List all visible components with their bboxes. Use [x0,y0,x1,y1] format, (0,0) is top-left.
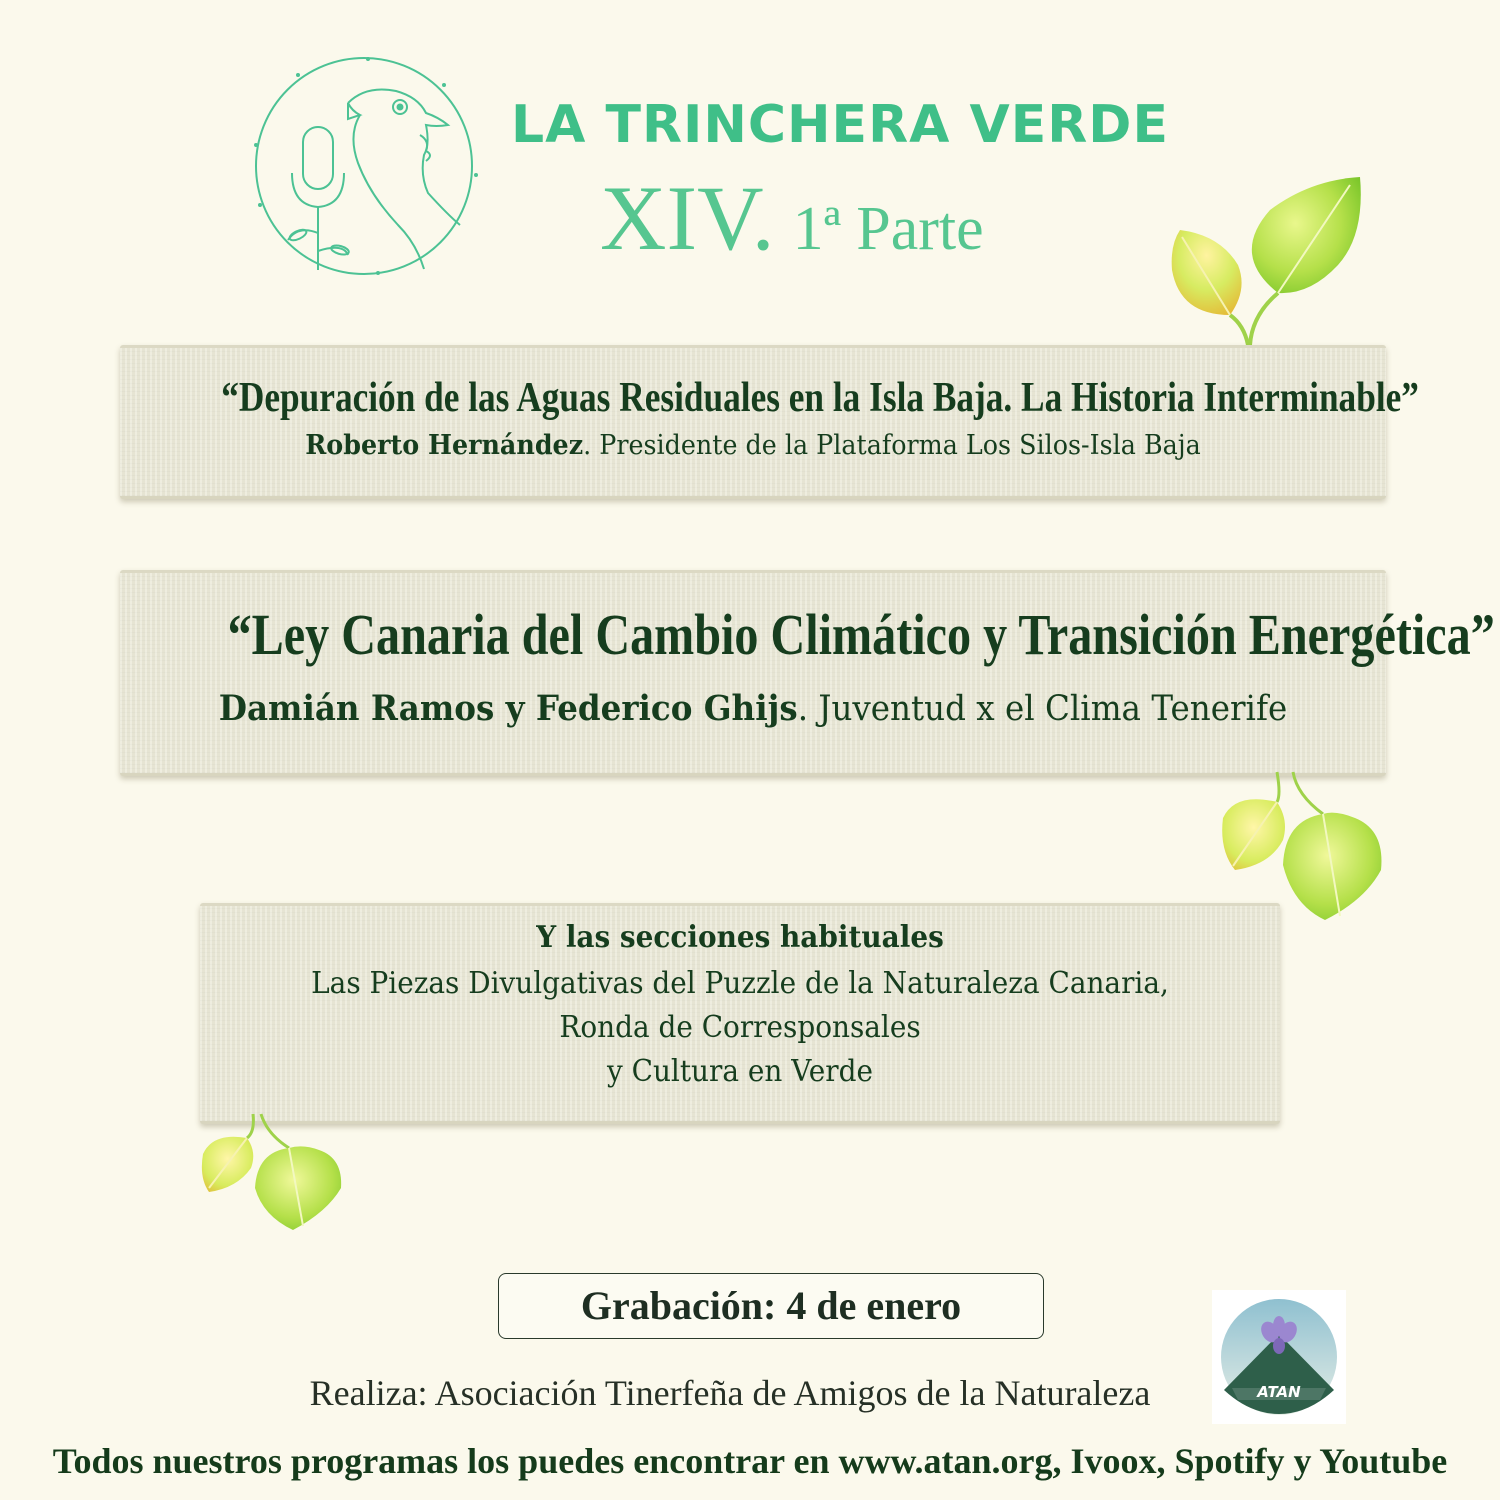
leaf-icon [1160,175,1370,360]
section-item: Ronda de Corresponsales [559,1010,921,1045]
segment-1-guest-name: Roberto Hernández [305,430,584,461]
segment-2-guest-role: . Juventud x el Clima Tenerife [797,689,1288,729]
producer-credit: Realiza: Asociación Tinerfeña de Amigos de la Naturaleza [309,1373,1151,1413]
episode-number: XIV. [600,167,775,269]
section-item: Las Piezas Divulgativas del Puzzle de la Naturaleza Canaria, [311,966,1169,1001]
recording-date-box: Grabación: 4 de enero [498,1273,1044,1339]
leaf-icon [195,1112,350,1234]
show-title: LA TRINCHERA VERDE [511,95,1169,155]
episode-label [600,165,1120,271]
segment-1-guest-role: . Presidente de la Plataforma Los Silos-Isla Baja [583,430,1201,461]
section-item: y Cultura en Verde [606,1054,874,1089]
sections-card [200,903,1280,1124]
segment-1-guest [158,430,1348,461]
bird-microphone-logo-icon [248,55,480,277]
segment-card-1 [120,345,1419,499]
footer-links-text: Todos nuestros programas los puedes encontrar en www.atan.org, Ivoox, Spotify y Youtube [52,1441,1448,1481]
segment-1-title: “Depuración de las Aguas Residuales en la Isla Baja. La Historia Interminable” [221,375,1419,421]
atan-logo-text: ATAN [1257,1383,1301,1401]
segment-2-guest [164,688,1341,729]
leaf-icon [1215,770,1390,925]
segment-card-2 [120,570,1495,776]
sections-intro: Y las secciones habituales [536,920,944,955]
episode-part: 1ª Parte [792,195,984,263]
atan-logo-icon [1212,1290,1346,1424]
segment-2-guest-name: Damián Ramos y Federico Ghijs [218,688,798,729]
segment-2-title: “Ley Canaria del Cambio Climático y Transición Energética” [227,602,1495,667]
